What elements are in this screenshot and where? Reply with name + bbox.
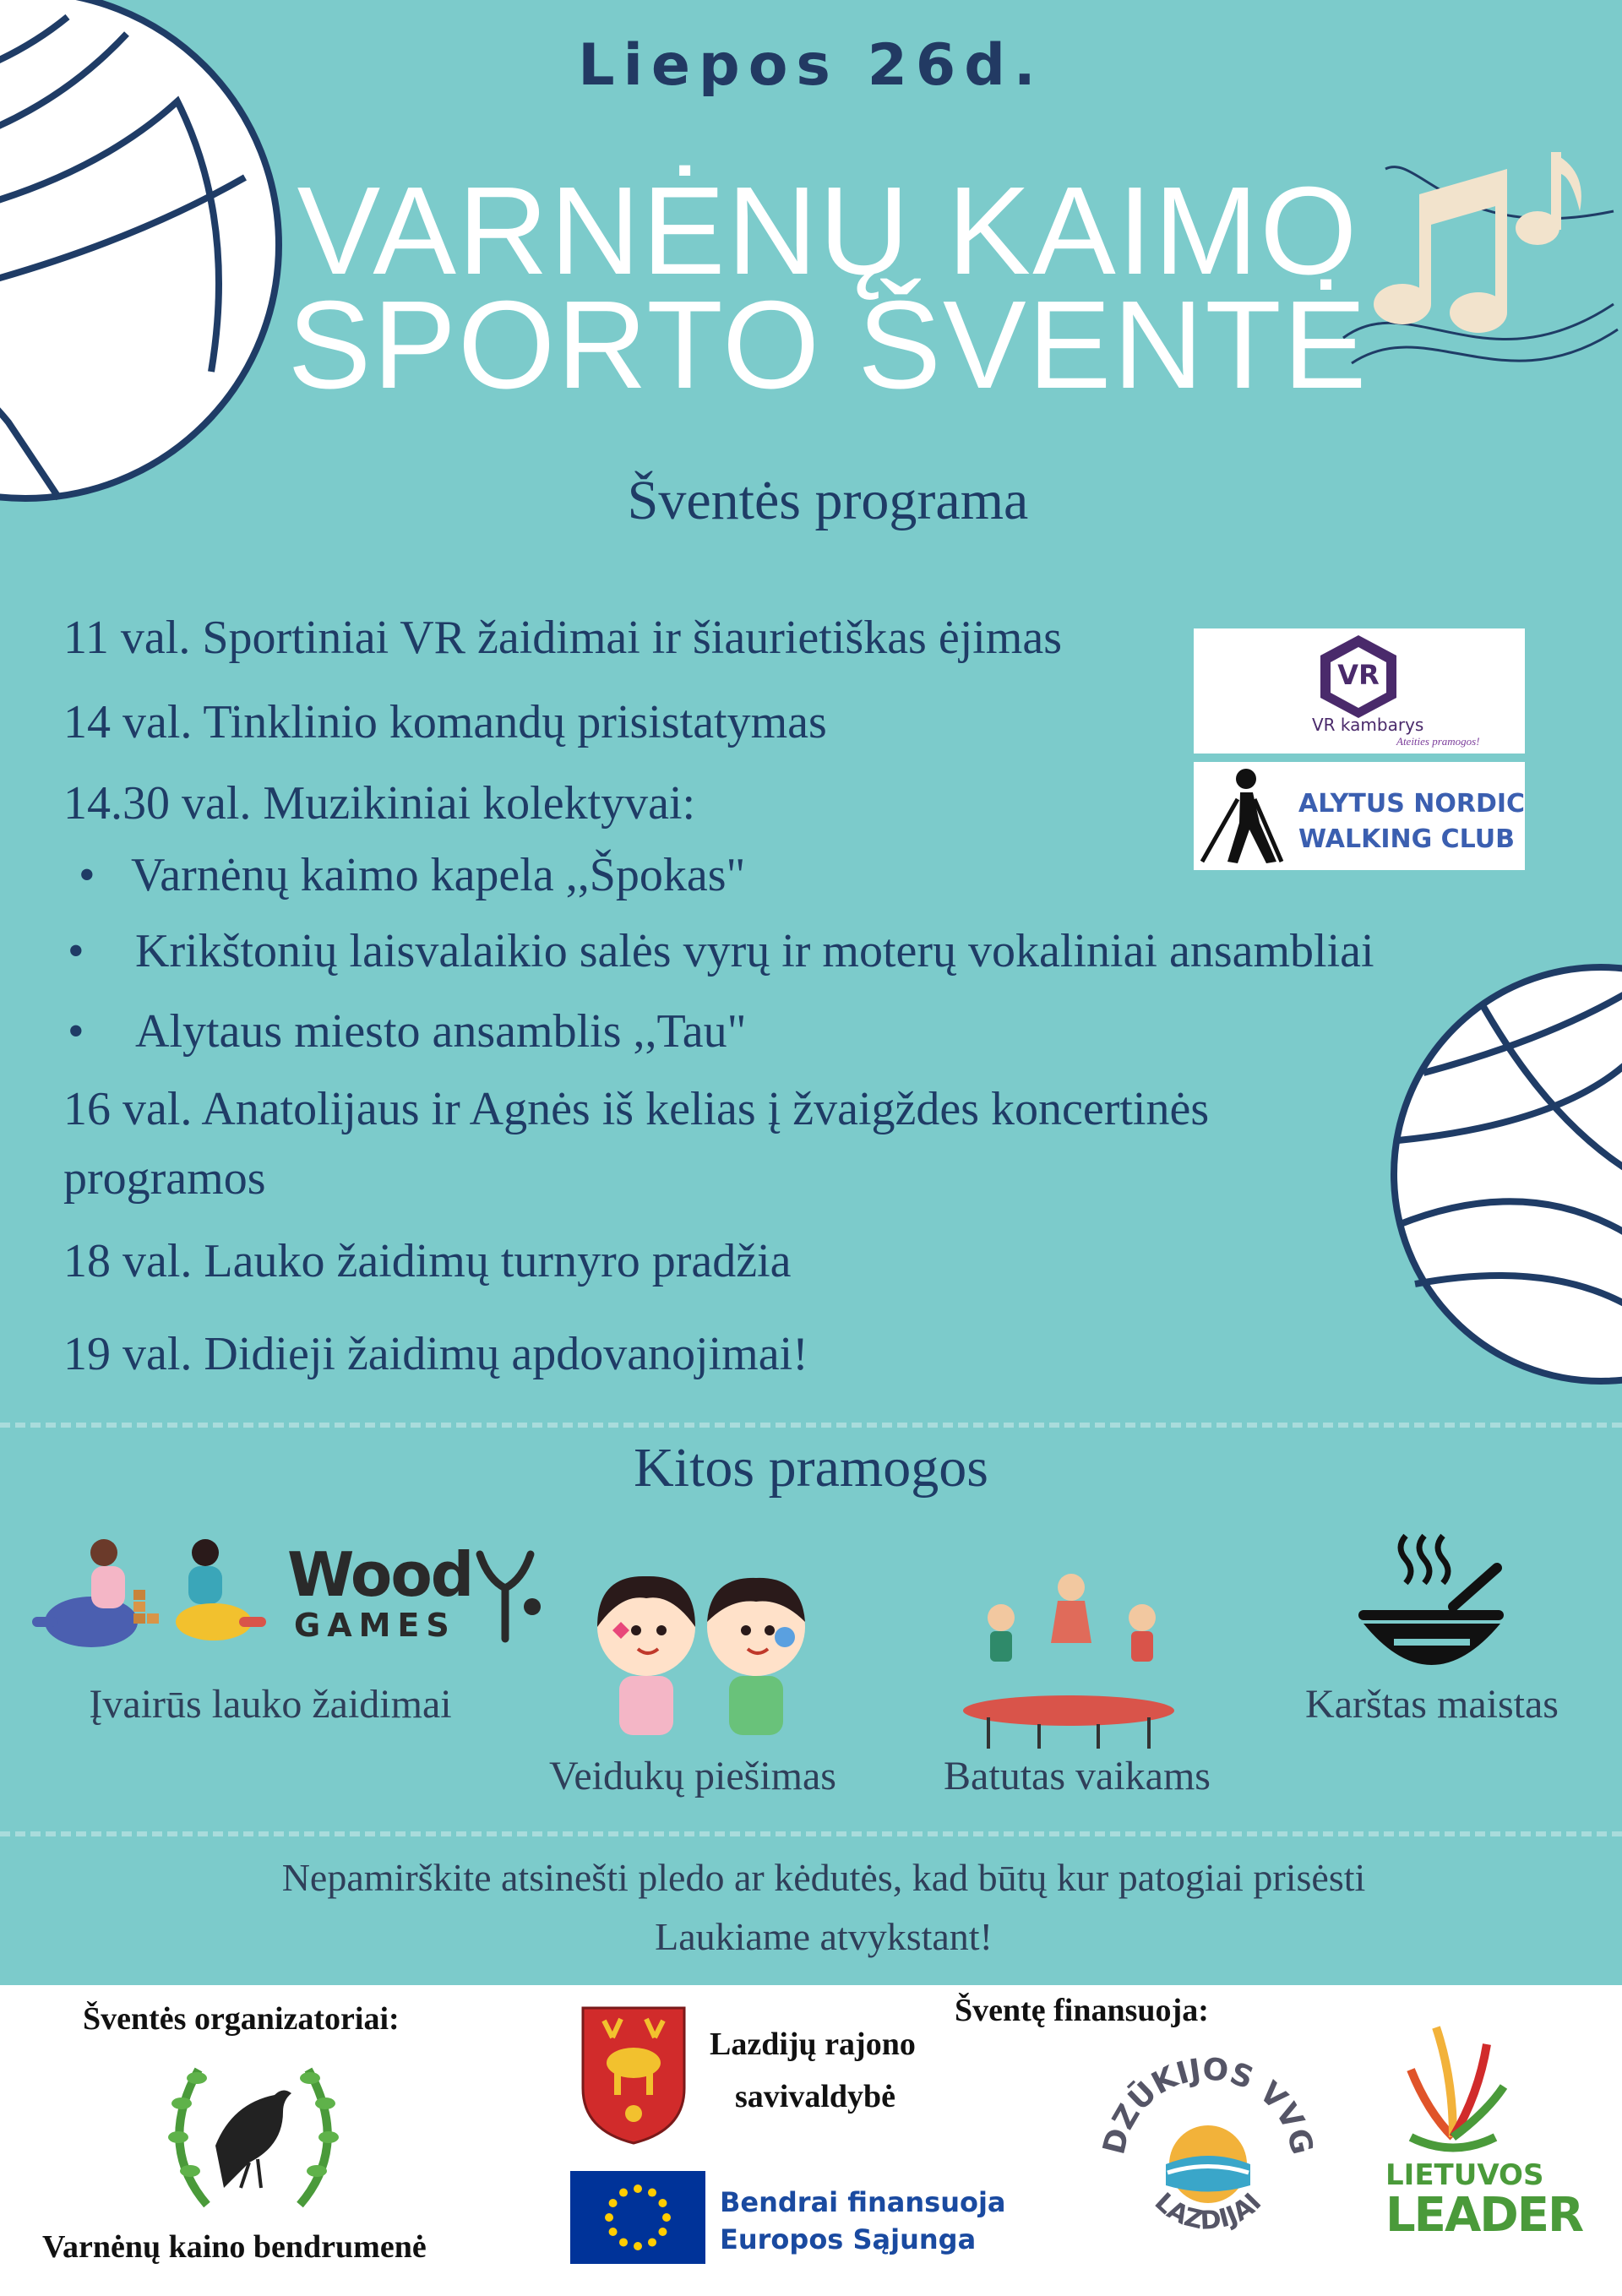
list-item-label: Alytaus miesto ansamblis ,,Tau" (135, 1005, 747, 1058)
outdoor-games-illustration (32, 1529, 269, 1656)
list-item-label: Varnėnų kaimo kapela ,,Špokas" (131, 849, 746, 901)
woody-games-logo (279, 1539, 549, 1649)
lietuvos-leader-logo (1394, 2010, 1512, 2163)
vr-name: VR kambarys (1312, 715, 1424, 735)
starling-wreath-logo (156, 2044, 351, 2222)
leader-line2: LEADER (1385, 2188, 1583, 2243)
welcome-note: Laukiame atvykstant! (655, 1915, 993, 1958)
bullet-icon: • (79, 849, 95, 901)
footer (0, 1985, 1622, 2296)
divider (0, 1423, 1622, 1428)
other-activities-heading: Kitos pramogos (634, 1437, 988, 1499)
bullet-icon: • (68, 925, 84, 977)
program-heading: Šventės programa (627, 470, 1029, 531)
woody-logo-line1: Wood (287, 1539, 473, 1610)
nordic-line1: ALYTUS NORDIC (1298, 789, 1526, 819)
vr-logo-text: VR (1337, 659, 1380, 691)
divider (0, 1831, 1622, 1836)
dzukijos-vvg-logo (1090, 2038, 1326, 2274)
vvg-top-text: DZŪKIJOS VVG (1097, 2052, 1320, 2158)
eu-star (609, 2199, 618, 2207)
eu-star (619, 2189, 628, 2197)
slingshot-icon (463, 1546, 547, 1647)
volleyball-icon (1381, 955, 1622, 1394)
eu-line1: Bendrai finansuoja (720, 2186, 1006, 2218)
eu-star (662, 2213, 671, 2222)
caption-face-painting: Veidukų piešimas (549, 1754, 836, 1798)
vvg-bottom-text: LAZDIJAI (1148, 2187, 1268, 2236)
eu-star (658, 2228, 667, 2236)
hot-food-bowl-icon (1352, 1529, 1512, 1681)
eu-star (648, 2238, 656, 2246)
funding-label: Šventę finansuoja: (955, 1993, 1209, 2028)
eu-star (634, 2184, 642, 2193)
woody-logo-line2: GAMES (294, 1607, 456, 1644)
eu-line2: Europos Sąjunga (720, 2223, 977, 2255)
eu-star (619, 2238, 628, 2246)
page-title-line2: SPORTO ŠVENTĖ (287, 275, 1369, 415)
walker-icon (1194, 762, 1287, 870)
eu-flag-icon (570, 2171, 705, 2264)
organizer-name: Varnėnų kaino bendrumenė (42, 2229, 427, 2265)
event-date: Liepos 26d. (578, 32, 1044, 99)
list-item (68, 923, 1374, 980)
program-item: 16 val. Anatolijaus ir Agnės iš kelias į žvaigždes koncertinės (63, 1083, 1210, 1135)
page-title-line1: VARNĖNŲ KAIMO (297, 161, 1359, 301)
vr-kambarys-logo (1194, 628, 1525, 754)
trampoline-illustration (955, 1567, 1183, 1753)
program-item: programos (63, 1152, 266, 1205)
municipality-line2: savivaldybė (735, 2079, 896, 2114)
eu-star (658, 2199, 667, 2207)
list-item (68, 1004, 747, 1060)
program-item: 11 val. Sportiniai VR žaidimai ir šiaurietiškas ėjimas (63, 612, 1063, 664)
caption-trampoline: Batutas vaikams (944, 1754, 1211, 1798)
program-item: 14 val. Tinklinio komandų prisistatymas (63, 696, 827, 748)
program-item: 18 val. Lauko žaidimų turnyro pradžia (63, 1235, 792, 1287)
caption-outdoor-games: Įvairūs lauko žaidimai (89, 1682, 452, 1727)
organizers-label: Šventės organizatoriai: (83, 2001, 400, 2037)
program-item: 19 val. Didieji žaidimų apdovanojimai! (63, 1328, 808, 1380)
reminder-note: Nepamirškite atsinešti pledo ar kėdutės, kad būtų kur patogiai prisėsti (281, 1856, 1366, 1899)
program-item: 14.30 val. Muzikiniai kolektyvai: (63, 777, 696, 830)
municipality-line1: Lazdijų rajono (710, 2027, 916, 2062)
caption-hot-food: Karštas maistas (1305, 1682, 1559, 1727)
list-item-label: Krikštonių laisvalaikio salės vyrų ir moterų vokaliniai ansambliai (135, 925, 1374, 977)
nordic-line2: WALKING CLUB (1298, 824, 1515, 854)
lazdijai-coat-of-arms (579, 2004, 689, 2146)
list-item (79, 847, 746, 904)
face-painting-illustration (587, 1568, 815, 1745)
eu-star (634, 2242, 642, 2250)
eu-star (609, 2228, 618, 2236)
leader-line1: LIETUVOS (1385, 2158, 1544, 2192)
eu-star (648, 2189, 656, 2197)
eu-star (605, 2213, 613, 2222)
nordic-walking-logo (1194, 762, 1525, 870)
vr-tagline: Ateities pramogos! (1396, 735, 1480, 748)
bullet-icon: • (68, 1005, 84, 1058)
